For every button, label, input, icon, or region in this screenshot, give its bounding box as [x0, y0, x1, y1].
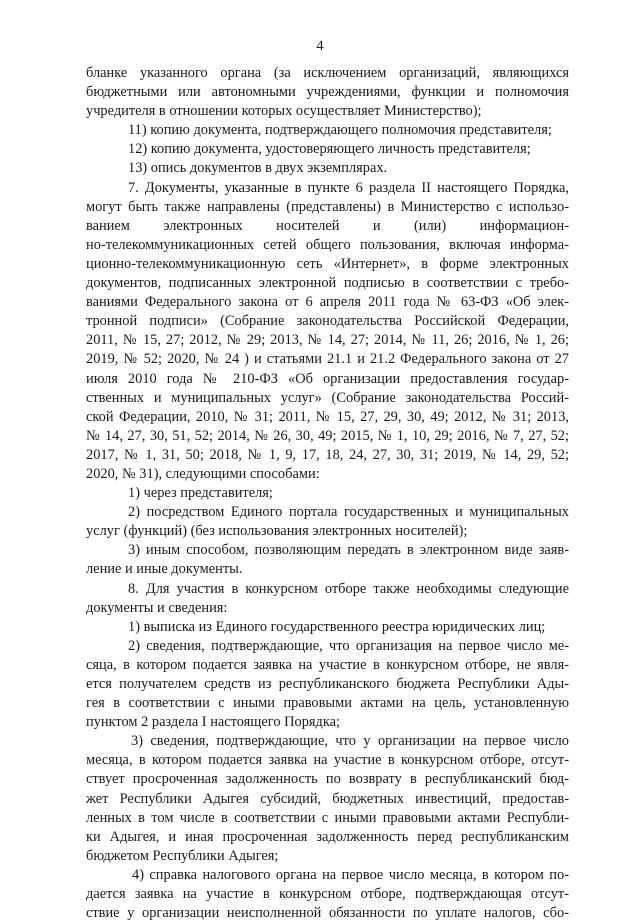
text-line: 1) выписка из Единого государственного реестра юридических лиц;: [128, 618, 546, 635]
text-line: ваниями Федерального закона от 6 апреля 2011 года № 63-ФЗ «Об элек-: [86, 294, 569, 311]
text-line: 2) посредством Единого портала государственных и муниципальных: [128, 504, 569, 521]
text-line: месяца, в котором подается заявка на участие в конкурсном отборе, отсут-: [86, 752, 569, 769]
text-line: тронной подписи» (Собрание законодательства Российской Федерации,: [86, 313, 569, 330]
text-line: ки Адыгея, и иная просроченная задолженность перед республиканским: [86, 828, 569, 845]
text-line: сяца, в котором подается заявка на участие в конкурсном отборе, не явля-: [86, 656, 569, 673]
text-line: бланке указанного органа (за исключением организаций, являющихся: [86, 65, 569, 81]
page-number: 4: [316, 38, 324, 54]
text-line: ление и иные документы.: [86, 561, 243, 578]
text-line: 2017, № 1, 31, 50; 2018, № 1, 9, 17, 18, 24, 27, 30, 31; 2019, № 14, 29, 52;: [86, 446, 569, 463]
text-line: 1) через представителя;: [128, 485, 273, 502]
text-line: но-телекоммуникационных сетей общего пользования, включая информа-: [86, 236, 569, 253]
text-line: 2) сведения, подтверждающие, что организация на первое число ме-: [128, 637, 569, 654]
text-line: 8. Для участия в конкурсном отборе также необходимы следующие: [128, 580, 569, 597]
text-line: документов, подписанных электронной подписью в соответствии с требо-: [86, 275, 569, 292]
text-line: 2019, № 52; 2020, № 24 ) и статьями 21.1 и 21.2 Федерального закона от 27: [86, 351, 569, 368]
text-line: бюджетными или автономными учреждениями, функции и полномочия: [86, 84, 569, 101]
text-line: ционно-телекоммуникационную сеть «Интернет», в форме электронных: [86, 255, 569, 272]
text-line: 12) копию документа, удостоверяющего личность представителя;: [128, 141, 531, 158]
text-line: ванием электронных носителей и (или) информацион-: [86, 217, 569, 234]
text-line: учредителя в отношении которых осуществляет Министерство);: [86, 103, 482, 120]
text-line: 7. Документы, указанные в пункте 6 раздела II настоящего Порядка,: [128, 179, 569, 196]
text-line: ленных в том числе в соответствии с иными правовыми актами Республи-: [86, 809, 569, 826]
text-line: ской Федерации, 2010, № 31; 2011, № 15, 27, 29, 30, 49; 2012, № 31; 2013,: [86, 408, 569, 425]
text-line: дается заявка на участие в конкурсном отборе, подтверждающая отсут-: [86, 886, 569, 903]
text-line: могут быть также направлены (представлены) в Министерство с использо-: [86, 198, 569, 215]
text-line: 11) копию документа, подтверждающего полномочия представителя;: [128, 122, 552, 139]
text-line: жет Республики Адыгея субсидий, бюджетных инвестиций, предостав-: [86, 790, 569, 807]
text-line: 3) иным способом, позволяющим передать в электронном виде заяв-: [128, 542, 569, 559]
text-line: 2020, № 31), следующими способами:: [86, 465, 320, 482]
text-line: гея в соответствии с иными правовыми актами на цель, установленную: [86, 695, 569, 712]
text-line: июля 2010 года № 210-ФЗ «Об организации предоставления государ-: [86, 370, 569, 387]
text-line: услуг (функций) (без использования электронных носителей);: [86, 523, 468, 540]
text-line: документы и сведения:: [86, 599, 228, 616]
text-line: пунктом 2 раздела I настоящего Порядка;: [86, 714, 340, 731]
text-line: ствует просроченная задолженность по возврату в республиканский бюд-: [86, 771, 569, 788]
text-line: 3) сведения, подтверждающие, что у организации на первое число: [131, 733, 569, 750]
text-line: 4) справка налогового органа на первое число месяца, в котором по-: [132, 866, 569, 883]
text-line: 2011, № 15, 27; 2012, № 29; 2013, № 14, 27; 2014, № 11, 26; 2016, № 1, 26;: [86, 332, 569, 349]
text-line: № 14, 27, 30, 51, 52; 2014, № 26, 30, 49; 2015, № 1, 10, 29; 2016, № 7, 27, 52;: [86, 427, 569, 444]
body-text: [86, 64, 569, 923]
text-line: ется получателем средств из республиканского бюджета Республики Ады-: [86, 676, 569, 692]
text-line: 13) опись документов в двух экземплярах.: [128, 160, 388, 177]
text-line: бюджетом Республики Адыгея;: [86, 847, 279, 864]
text-line: ствие у организации неисполненной обязанности по уплате налогов, сбо-: [86, 905, 569, 922]
text-line: ственных и муниципальных услуг» (Собрание законодательства Россий-: [86, 389, 569, 406]
